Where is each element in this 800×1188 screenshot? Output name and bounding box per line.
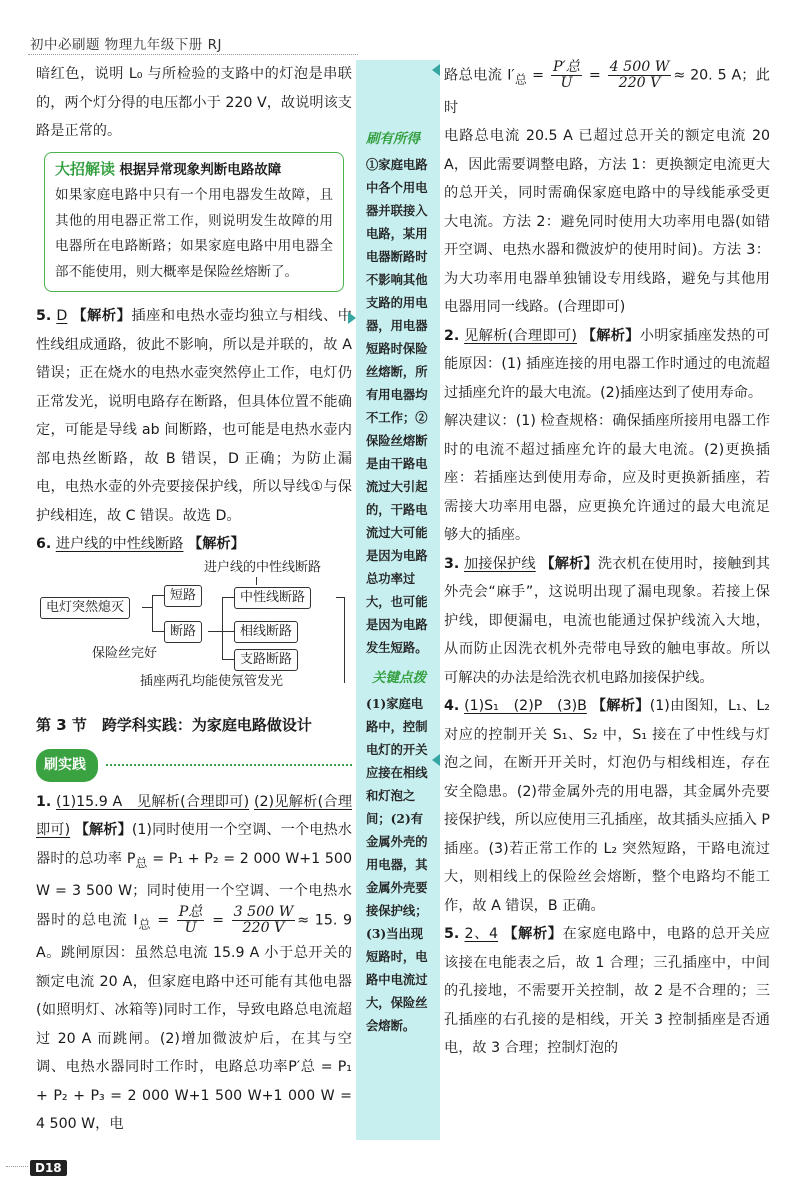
q6-num: 6. bbox=[36, 536, 52, 552]
rc-sub: 总 bbox=[514, 72, 528, 87]
q5-text: 插座和电热水壶均独立与相线、中性线组成通路，彼此不影响，所以是并联的，故 A 错误；正在烧水的电热水壶突然停止工作，电灯仍正常发光，说明电路存在断路，但具体位置不能确定，可能是导线 ab 间断路，也可能是电热水壶内部电热丝断路，故 B 错误，D 正确；为防止漏电，电热水壶的外壳要接保护线，所以导线①与保护线相连，故 C 错误。故选 D。 bbox=[36, 308, 352, 524]
diagram-connector bbox=[222, 631, 234, 632]
practice-banner bbox=[36, 749, 352, 782]
arrow-left-icon bbox=[432, 64, 440, 76]
arrow-left-icon bbox=[432, 754, 440, 766]
diagram-branch-box: 支路断路 bbox=[234, 649, 298, 671]
q1-sub-1: 总 bbox=[135, 855, 148, 870]
diagram-top-label: 进户线的中性线断路 bbox=[204, 559, 322, 575]
practice-badge-label: 刷实践 bbox=[44, 757, 86, 773]
diagram-connector bbox=[152, 595, 164, 596]
diagram-connector bbox=[152, 631, 164, 632]
q2-suggestion: 解决建议：(1) 检查规格：确保插座所接用电器工作时的电流不超过插座允许的最大电流。(2)更换插座：若插座达到使用寿命，应及时更换新插座，若需接大功率用电器，应更换允许通过的最大电流足够大的插座。 bbox=[444, 413, 770, 544]
diagram-connector bbox=[336, 597, 344, 598]
q5-num: 5. bbox=[36, 308, 52, 324]
rc-frac-b-den: 220 V bbox=[618, 75, 661, 91]
sidebar-heading-1: 刷有所得 bbox=[366, 131, 420, 147]
q6-tag: 【解析】 bbox=[188, 536, 245, 552]
section-title: 第 3 节 跨学科实践：为家庭电路做设计 bbox=[36, 715, 312, 734]
right-continuation: 路总电流 $I'_总$ = $\frac{\text{P′总}}{U}$ = $\frac{4 500 W}{220 V}$ ≈ 20. 5 A；此时 bbox=[444, 59, 770, 116]
rc-frac-a-num: P′总 bbox=[552, 59, 580, 75]
diagram-fuse-ok: 保险丝完好 bbox=[92, 645, 158, 661]
running-header: 初中必刷题 物理九年级下册 RJ bbox=[30, 37, 222, 53]
tip-box bbox=[44, 152, 344, 293]
rc-frac-b bbox=[608, 60, 672, 91]
q5-answer: D bbox=[56, 308, 68, 324]
left-column bbox=[36, 60, 352, 1139]
q2-text: 小明家插座发热的可能原因：(1) 插座连接的用电器工作时通过的电流超过插座允许的最大电流。(2)插座达到了使用寿命。 bbox=[444, 327, 770, 401]
q1-tag: 【解析】 bbox=[74, 822, 132, 838]
rc-text-a: 路总电流 I′ bbox=[444, 67, 515, 84]
q5-tag: 【解析】 bbox=[72, 308, 132, 324]
q2-num: 2. bbox=[444, 327, 460, 344]
diagram-connector bbox=[344, 597, 345, 683]
diagram-bottom-label: 插座两孔均能使氖管发光 bbox=[140, 673, 284, 689]
sidebar-text-2: (1)家庭电路中，控制电灯的开关应接在相线和灯泡之间；(2)有金属外壳的用电器，其金属外壳要接保护线；(3)当出现短路时，电路中电流过大，保险丝会熔断。 bbox=[366, 696, 428, 1033]
q4-tag: 【解析】 bbox=[591, 698, 650, 715]
diagram-connector bbox=[222, 597, 223, 659]
q1-num: 1. bbox=[36, 793, 52, 810]
q3-text: 洗衣机在使用时，接触到其外壳会“麻手”，这说明出现了漏电现象。若接上保护线，即便漏电，电流也能通过保护线流入大地，从而防止因洗衣机外壳带电导致的触电事故。所以可解决的办法是给洗衣机电路加接保护线。 bbox=[444, 555, 770, 686]
fault-diagram bbox=[36, 559, 352, 697]
sidebar-text-1: ①家庭电路中各个用电器并联接入电路，某用电器断路时不影响其他支路的用电器，用电器短路时保险丝熔断，所有用电器均不工作；②保险丝熔断是由干路电流过大引起的，干路电流过大可能是因为电路总功率过大，也可能是因为电路发生短路。 bbox=[366, 157, 428, 655]
diagram-left-box: 电灯突然熄灭 bbox=[40, 597, 130, 619]
q5r-num: 5. bbox=[444, 926, 460, 943]
q1-frac-1-num: P总 bbox=[178, 904, 203, 921]
tip-body: 如果家庭电路中只有一个用电器发生故障，且其他的用电器正常工作，则说明发生故障的用电器所在电路断路；如果家庭电路中用电器全部不能使用，则大概率是保险丝熔断了。 bbox=[55, 187, 333, 280]
q1-answer-2: (2)见解析(合理即可) bbox=[36, 793, 353, 838]
q1-text-eq: = P₁ + P₂ = 2 000 W+1 500 W = 3 500 W；同时使用一个空调、一个电热水器时的总电流 I bbox=[36, 850, 352, 929]
q3 bbox=[444, 550, 770, 693]
diagram-connector bbox=[256, 577, 257, 585]
tip-head: 大招解读 bbox=[55, 159, 116, 178]
diagram-live-box: 相线断路 bbox=[234, 621, 298, 643]
q1-answer-1: (1)15.9 A 见解析(合理即可) bbox=[56, 793, 250, 810]
q1-sub-2: 总 bbox=[137, 917, 152, 932]
rc-frac-b-num: 4 500 W bbox=[609, 59, 670, 75]
q2-tag: 【解析】 bbox=[581, 327, 640, 344]
diagram-connector bbox=[222, 659, 234, 660]
practice-dots bbox=[106, 764, 352, 766]
q1-frac-1-den: U bbox=[184, 920, 197, 937]
q5r-answer: 2、4 bbox=[464, 926, 499, 943]
rc-eq: = bbox=[527, 67, 549, 84]
q6-answer: 进户线的中性线断路 bbox=[55, 536, 184, 552]
right-paragraph-2: 电路总电流 20.5 A 已超过总开关的额定电流 20 A，因此需要调整电路，方法 1：更换额定电流更大的总开关，同时需确保家庭电路中的导线能承受更大电流。方法 2：避免同时使用大功率用电器(如错开空调、电热水器和微波炉的使用时间)。方法 3：为大功率用电器单独铺设专用线路，避免与其他用电器用同一线路。(合理即可) bbox=[444, 128, 770, 316]
diagram-short-box: 短路 bbox=[164, 585, 202, 607]
q1-text-1: (1)同时使用一个空调、一个电热水器时的总功率 P bbox=[36, 822, 352, 867]
diagram-connector bbox=[222, 597, 234, 598]
header-divider bbox=[28, 54, 358, 55]
q5r-tag: 【解析】 bbox=[503, 926, 563, 943]
q6 bbox=[36, 530, 352, 559]
intro-paragraph: 暗红色，说明 L₀ 与所检验的支路中的灯泡是串联的，两个灯分得的电压都小于 220 V，故说明该支路是正常的。 bbox=[36, 66, 352, 139]
tip-title: 根据异常现象判断电路故障 bbox=[119, 161, 282, 178]
q4-answer: (1)S₁ (2)P (3)B bbox=[464, 698, 587, 715]
sidebar-heading-2: 关键点拨 bbox=[372, 670, 426, 686]
q3-answer: 加接保护线 bbox=[463, 555, 536, 572]
q5r-text: 在家庭电路中，电路的总开关应该接在电能表之后，故 1 合理；三孔插座中，中间的孔接地，不需要开关控制，故 2 是不合理的；三孔插座的右孔接的是相线，开关 3 控制插座是否通电，故 3 合理；控制灯泡的 bbox=[444, 926, 770, 1057]
q1-frac-2-num: 3 500 W bbox=[233, 904, 294, 921]
q1-frac-2-den: 220 V bbox=[242, 920, 285, 937]
page-number: D18 bbox=[30, 1160, 67, 1176]
right-column bbox=[444, 60, 770, 1063]
diagram-connector bbox=[208, 631, 222, 632]
q1: 1. (1)15.9 A 见解析(合理即可) (2)见解析(合理即可) 【解析】(1)同时使用一个空调、一个电热水器时的总功率 $P_总 = P_1 + P_2 = 2$ 000 W+1 500 W = 3 500 W；同时使用一个空调、一个电热水器时的总电流 $I_总$ = $\frac{\text{P总}}{U}$ = $\frac{3 500 W}{220 V}$ ≈ 15. 9 A。跳闸原因：虽然总电流 15.9 A 小于总开关的额定电流 20 A，但家庭电路中还可能有其他电器(如照明灯、冰箱等)同时工作，导致电路总电流超过 20 A 而跳闸。(2)增加微波炉后，在其与空调、电热水器同时工作时，电路总功率P′总 = P₁ + P₂ + P₃ = 2 000 W+1 500 W+1 000 W = 4 500 W，电 bbox=[36, 793, 353, 1133]
diagram-open-box: 断路 bbox=[164, 621, 202, 643]
rc-frac-a bbox=[551, 60, 582, 91]
q1-text-3: ≈ 15. 9 A。跳闸原因：虽然总电流 15.9 A 小于总开关的额定电流 20 A，但家庭电路中还可能有其他电器(如照明灯、冰箱等)同时工作，导致电路总电流超过 20 A 而跳闸。(2)增加微波炉后，在其与空调、电热水器同时工作时，电路总功率P′总 = P₁ + P₂ + P₃ = 2 000 W+1 500 W+1 000 W = 4 500 W，电 bbox=[36, 912, 352, 1133]
rc-frac-a-den: U bbox=[560, 75, 573, 91]
diagram-neutral-box: 中性线断路 bbox=[234, 587, 311, 609]
rc-text-b: ≈ 20. 5 A；此时 bbox=[444, 67, 770, 116]
diagram-connector bbox=[142, 607, 152, 608]
q3-tag: 【解析】 bbox=[540, 555, 598, 572]
q4-text: (1)由图知，L₁、L₂ 对应的控制开关 S₁、S₂ 中，S₁ 接在了中性线与灯泡之间，在断开开关时，灯泡仍与相线相连，存在安全隐患。(2)带金属外壳的用电器，其金属外壳要接保护线，所以应使用三孔插座，故其插头应插入 P 插座。(3)若正常工作的 L₂ 突然短路，干路电流过大，则相线上的保险丝会熔断，整个电路均不能工作，故 A 错误，B 正确。 bbox=[444, 698, 770, 914]
sidebar-content bbox=[356, 60, 440, 1037]
q1-frac-1 bbox=[177, 905, 205, 936]
arrow-right-icon bbox=[348, 312, 356, 324]
q5-left bbox=[36, 302, 352, 530]
q2 bbox=[444, 322, 770, 408]
practice-badge bbox=[36, 749, 98, 782]
q4 bbox=[444, 692, 770, 920]
q4-num: 4. bbox=[444, 698, 460, 715]
q3-num: 3. bbox=[444, 555, 460, 572]
footer-dots bbox=[6, 1166, 28, 1167]
diagram-connector bbox=[152, 595, 153, 631]
q1-frac-2 bbox=[232, 905, 296, 936]
sidebar bbox=[356, 60, 440, 1140]
q5-right bbox=[444, 920, 770, 1063]
q2-answer: 见解析(合理即可) bbox=[464, 327, 577, 344]
